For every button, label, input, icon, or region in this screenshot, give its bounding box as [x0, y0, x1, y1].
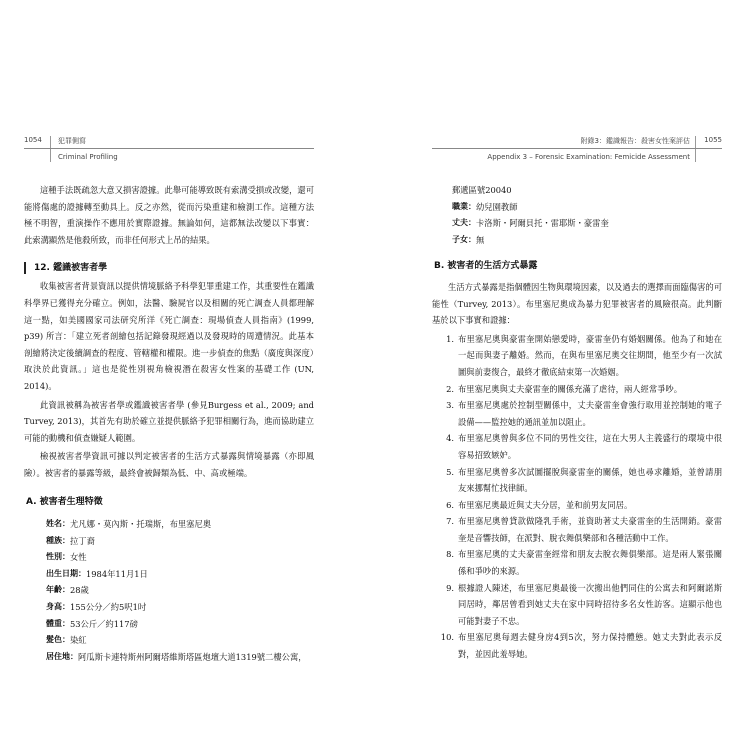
intro-paragraph: 這種手法既疏忽大意又損害證據。此舉可能導致既有索溝受損或改變，還可能將傷處的證據轉至動具上。反之亦然，從而污染重建和檢測工作。這種方法極不明智，重演操作不應用於實際證據。無論如何，這都無法改變以下事實：此索溝顯然是他殺所致，而非任何形式上吊的結果。: [24, 185, 314, 245]
subsection-heading-a: A. 被害者生理特徵: [26, 496, 103, 507]
lifestyle-intro-paragraph: 生活方式暴露是指個體因生物與環境因素，以及過去的選擇而面臨傷害的可能性（Turvey, 2013）。布里塞尼奧成為暴力犯罪被害者的風險很高。此判斷基於以下事實和證據：: [432, 281, 722, 326]
paragraph: 收集被害者背景資訊以提供情境脈絡予科學犯罪重建工作，其重要性在鑑識科學界已獲得充分確立。例如，法醫、驗屍官以及相關的死亡調查人員都理解這一點，如美國國家司法研究所洋《死亡調查：現場偵查人員指南》(1999, p39) 所言：「建立死者剖繪包括記錄發現經過以及發現時的周遭情況。此基本剖繪將決定後續調查的程度、管轄權和權限。進一步偵查的焦點（廣度與深度）取決於此資訊。」這也是從性別視角檢視潛在殺害女性案的基礎工作 (UN, 2014)。: [24, 281, 314, 391]
list-item: 4. 布里塞尼奧曾與多位不同的男性交往，這在大男人主義盛行的環境中很容易招致嫉妒。: [446, 433, 722, 460]
profile-row-height: 身高： 155公分／約5呎1吋: [46, 602, 147, 613]
right-page: [432, 132, 722, 663]
list-item: 10. 布里塞尼奧每週去健身房4到5次，努力保持體態。她丈夫對此表示反對，並因此羞辱她。: [440, 632, 722, 660]
header-rule: [24, 148, 314, 149]
profile-row-race: 種族： 拉丁裔: [46, 535, 95, 546]
right-page-number: 1055: [704, 136, 722, 144]
paragraph: 檢視被害者學資訊可據以判定被害者的生活方式暴露與情境暴露（亦即風險）。被害者的暴露等級，最終會被歸類為低、中、高或極端。: [24, 451, 314, 478]
right-running-head-en: Appendix 3 – Forensic Examination: Femicide Assessment: [487, 153, 690, 161]
header-divider: [50, 136, 51, 162]
list-item: 2. 布里塞尼奧與丈夫豪雷奎的關係充滿了虐待，兩人經常爭吵。: [446, 383, 683, 394]
list-item: 3. 布里塞尼奧處於控制型關係中，丈夫豪雷奎會強行取用並控制她的電子設備——監控她的通訊並加以阻止。: [446, 400, 722, 427]
subsection-heading-b: B. 被害者的生活方式暴露: [434, 261, 538, 272]
profile-row-name: 姓名： 尤凡娜・莫內斯・托瑞斯，布里塞尼奧: [46, 519, 212, 530]
header-rule: [432, 148, 722, 149]
list-item: 7. 布里塞尼奧曾貸款做隆乳手術，並資助著丈夫豪雷奎的生活開銷。豪雷奎是音響技師，在派對、脫衣舞俱樂部和各種活動中工作。: [446, 516, 722, 543]
profile-row-hair: 髮色： 染紅: [46, 635, 87, 646]
left-running-head-en: Criminal Profiling: [58, 153, 118, 161]
list-item: 6. 布里塞尼奧最近與丈夫分居，並和前男友同居。: [446, 499, 633, 510]
header-divider: [695, 136, 696, 162]
victim-profile: [46, 516, 314, 665]
list-item: 1. 布里塞尼奧與豪雷奎開始戀愛時，豪雷奎仍有婚姻關係。他為了和她在一起而與妻子離婚。然而，在與布里塞尼奧交往期間，他至少有一次試圖與前妻復合，最終才徹底結束第一次婚姻。: [446, 333, 722, 377]
profile-row-occupation: 職業： 幼兒園教師: [452, 201, 518, 212]
section-heading: 12. 鑑識被害者學: [24, 262, 314, 274]
left-page-number: 1054: [24, 136, 42, 144]
profile-row-sex: 性別： 女性: [46, 552, 87, 563]
list-item: 5. 布里塞尼奧曾多次試圖擺脫與豪雷奎的關係，她也尋求離婚，並曾請朋友來挪幫忙找律師。: [446, 466, 722, 494]
left-page: [24, 132, 314, 665]
profile-row-dob: 出生日期： 1984年11月1日: [46, 568, 148, 579]
right-body-text: [432, 182, 722, 663]
right-running-head-cn: 附錄3：鑑識報告：殺害女性案評估: [580, 137, 690, 145]
left-running-header: [24, 132, 314, 166]
profile-row-postcode: 郵遞區號20040: [452, 185, 512, 195]
profile-row-age: 年齡： 28歲: [46, 585, 89, 596]
paragraph: 此資訊被稱為被害者學或鑑識被害者學 (參見Burgess et al., 2009; and Turvey, 2013)，其首先有助於確立並提供脈絡予犯罪相關行為，進而協助建立可能的動機和偵查嫌疑人範圍。: [24, 399, 314, 443]
profile-row-children: 子女： 無: [452, 234, 485, 245]
profile-row-husband: 丈夫： 卡洛斯・阿爾貝托・雷耶斯・豪雷奎: [452, 218, 609, 229]
profile-row-weight: 體重： 53公斤／約117磅: [46, 618, 138, 629]
victim-profile-continued: [452, 182, 722, 248]
profile-row-residence: 居住地： 阿瓜斯卡連特斯州阿爾塔維斯塔區炮壇大道1319號二樓公寓，: [46, 651, 307, 662]
right-running-header: [432, 132, 722, 166]
left-body-text: [24, 182, 314, 665]
list-item: 8. 布里塞尼奧的丈夫豪雷奎經常和朋友去脫衣舞俱樂部。這是兩人緊張關係和爭吵的來源。: [446, 549, 722, 577]
evidence-list: [432, 331, 722, 663]
list-item: 9. 根據證人陳述，布里塞尼奧最後一次搬出他們同住的公寓去和阿爾諾斯同居時，鄰居曾看到她丈夫在家中同時招待多名女性訪客。這顯示他也可能對妻子不忠。: [446, 582, 722, 626]
left-running-head-cn: 犯罪側寫: [58, 137, 86, 145]
